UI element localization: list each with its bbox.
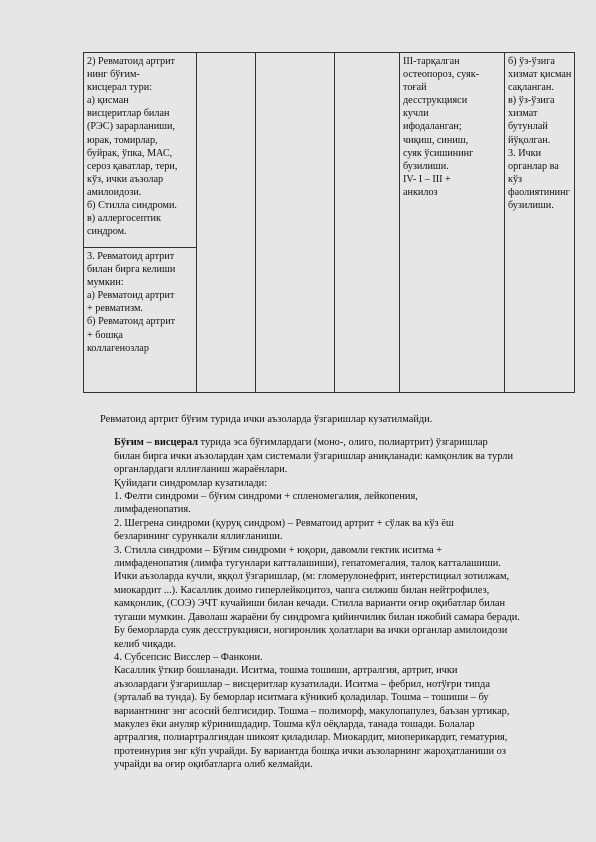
text-line: бузилиши. [508,200,554,212]
text-line: амилоидози. [87,186,142,198]
text-line: кўз, ички аъзолар [87,173,164,185]
text-line: вариантнинг энг асосий белгисидир. Тошма – полиморф, макулопапулез, баъзан уртикар, [114,705,510,717]
text-line: + ревматизм. [87,303,143,315]
text-line: Ички аъзоларда кучли, яққол ўзгаришлар, (м: гломерулонефрит, интерстициал зотилжам, [114,571,510,583]
table-cell [84,53,197,248]
text-line: учрайди ва оғир оқибатларга олиб келмайди. [114,759,313,771]
text-line: б) Ревматоид артрит [87,316,176,328]
paragraph [84,436,524,476]
text-line: органлардаги яллиғланиш жараёнлари. [114,464,288,476]
text-line: буйрак, ўпка, МАС, [87,147,173,159]
text-line: 3. Стилла синдроми – Бўғим синдроми + юқори, давомли гектик иситма + [114,544,443,556]
text-line: в) аллергосептик [87,213,161,225]
text-line: + бошқа [87,329,123,341]
text-line: фаолиятининг [508,186,570,198]
table-cell [505,53,575,393]
text-line: безларининг сурункали яллиғланиши. [114,531,283,543]
text-line: 3. Ревматоид артрит [87,251,175,262]
text-line: макулез ёки ануляр кўринишдадир. Тошма кўл оёқларда, танада тошади. Болалар [114,718,475,730]
bold-term: Бўғим – висцерал [114,437,198,449]
table-cell [197,53,256,393]
text-line: аъзолардаги ўзгаришлар – висцеритлар кузатилади. Иситма – фебрил, нотўғри типда [114,678,490,690]
symptoms-table [83,52,575,393]
table-row [84,53,575,248]
text-line: Касаллик ўткир бошланади. Иситма, тошма тошиши, артралгия, артрит, ички [114,665,458,677]
text-line: коллагенозлар [87,342,149,354]
text-line: тугаши мумкин. Давола͏ш жараёни бу синдромга қийинчилик билан ижобий самара беради. [114,611,520,623]
text-line: сероз қаватлар, тери, [87,160,178,172]
text-line: синдром. [87,226,127,238]
text-line: а) қисман [87,95,129,107]
text-line: протеинурия энг кўп учрайди. Бу вариантда бошқа ички аъзоларнинг жароҳатланиши оз [114,745,506,757]
text-line: тоғай [403,82,427,94]
text-line: артралгия, полиартралгиядан шикоят қиладилар. Миокардит, миоперикардит, гематурия, [114,732,508,744]
text-line: III-тарқалган [403,56,460,67]
text-line: лимфаденопатия (лимфа тугунлари катталашиши), гепатомегалия, талоқ катталашиши. [114,558,501,570]
text-line: (эрталаб ва тунда). Бу беморлар иситмага кўникиб қоладилар. Тошма – тошиши – бу [114,692,489,704]
paragraph [84,490,524,517]
text-line: а) Ревматоид артрит [87,290,175,302]
text-line: десструкцияси [403,95,468,107]
text-line: 3. Ички [508,147,542,159]
text-line: 2. Шегрена синдроми (қуруқ синдром) – Ревматоид артрит + сўлак ва кўз ёш [114,517,454,529]
text-line: 1. Фелти синдроми – бўғим синдроми + спленомегалия, лейкопения, [114,491,418,503]
text-line: в) ўз-ўзига [508,95,555,107]
text-line: бузилиши. [403,160,449,172]
text-line: турида эса бўғимлардаги (моно-, олиго, полиартрит) ўзгаришлар [197,437,488,449]
text-line: юрак, томирлар, [87,134,158,146]
table-cell [400,53,505,393]
text-line: б) Стилла синдроми. [87,200,177,212]
text-line: йўқолган. [508,134,551,146]
text-line: (РЭС) зарарланиши, [87,121,175,133]
text-line: сақланган. [508,82,554,94]
paragraph: 4. Субсепсис Висслер – Фанкони. [114,651,263,663]
text-line: миокардит ...). Касаллик доимо гиперлейкоцитоз, чапга силжиш билан нейтрофилез, [114,584,490,596]
text-line: чиқиш, синиш, [403,134,469,146]
text-line: лимфаденопатия. [114,504,191,516]
table-cell [84,248,197,393]
text-line: кўз [508,173,523,185]
table-cell [335,53,400,393]
text-line: суяк ўсишининг [403,147,474,159]
text-line: 2) Ревматоид артрит [87,56,176,67]
text-line: органлар ва [508,160,559,172]
paragraph: Ревматоид артрит бўғим турида ички аъзоларда ўзгаришлар кузатилмайди. [100,414,433,425]
text-line: остеопороз, суяк- [403,69,480,81]
text-line: нинг бўғим- [87,69,140,81]
text-line: билан бирга келиши [87,264,176,276]
text-line: камқонлик, (СОЭ) ЭЧТ кучайиши билан кечади. Стилла варианти оғир оқибатлар билан [114,598,506,610]
paragraph [84,544,524,651]
text-line: бутунлай [508,121,548,133]
text-line: кисцерал тури: [87,82,153,94]
body-text [84,413,524,772]
paragraph: Қуйидаги синдромлар кузатилади: [114,477,268,489]
text-line: б) ўз-ўзига [508,56,555,67]
text-line: келиб чиқади. [114,638,176,650]
text-line: ифодаланган; [403,121,462,133]
text-line: кучли [403,108,429,120]
watermark [0,122,61,199]
text-line: анкилоз [403,186,438,198]
paragraph [84,664,524,771]
text-line: мумкин: [87,277,124,289]
text-line: Бу беморларда суяк десструкцияси, ногиронлик ҳолатлари ва ички органлар амилоидози [114,625,508,637]
text-line: висцеритлар билан [87,108,170,120]
text-line: хизмат [508,108,538,120]
paragraph [84,517,524,544]
text-line: IV- I – III + [403,173,451,185]
text-line: хизмат қисман [508,69,572,81]
text-line: билан бирга ички аъзолардан ҳам системали ўзгаришлар аниқланади: камқонлик ва турли [114,450,514,462]
table-cell [256,53,335,393]
